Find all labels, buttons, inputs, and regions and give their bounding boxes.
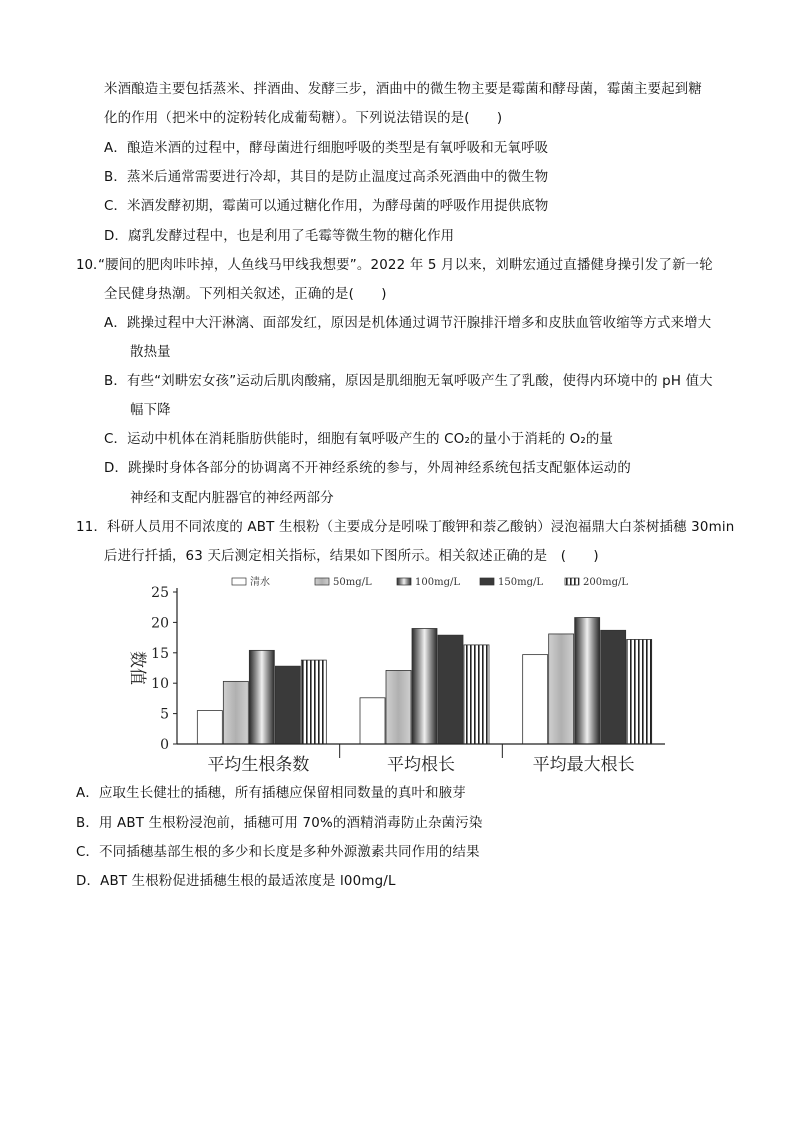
q11-option-b: B．用 ABT 生根粉浸泡前，插穗可用 70%的酒精消毒防止杂菌污染	[76, 816, 483, 831]
bar	[627, 639, 652, 744]
chart-legend	[232, 575, 628, 588]
bar-chart	[110, 572, 670, 777]
legend-label: 150mg/L	[498, 577, 543, 588]
y-tick-label: 10	[151, 676, 169, 693]
q10-stem-line-1: “腰间的肥肉咔咔掉，人鱼线马甲线我想要”。2022 年 5 月以来，刘畊宏通过直播健身操引发了新一轮	[98, 258, 713, 273]
bar-group	[197, 618, 651, 744]
bar	[301, 660, 326, 744]
x-category-label: 平均最大根长	[532, 755, 635, 775]
q9-option-c: C．米酒发酵初期，霉菌可以通过糖化作用，为酵母菌的呼吸作用提供底物	[104, 199, 549, 214]
bar	[412, 628, 437, 744]
bar	[249, 650, 274, 744]
q10-option-d-line-2: 神经和支配内脏器官的神经两部分	[130, 491, 334, 506]
bar	[197, 711, 222, 744]
bar	[438, 635, 463, 744]
q10-number: 10．	[76, 258, 107, 273]
x-axis	[177, 744, 665, 775]
legend-label: 100mg/L	[415, 577, 460, 588]
q10-option-c: C．运动中机体在消耗脂肪供能时，细胞有氧呼吸产生的 CO₂的量小于消耗的 O₂的量	[104, 432, 614, 447]
legend-swatch	[397, 578, 411, 585]
bar	[464, 645, 489, 744]
bar	[360, 698, 385, 744]
legend-swatch	[480, 578, 494, 585]
bar	[275, 666, 300, 744]
legend-swatch	[232, 578, 246, 585]
q11-stem-line-2: 后进行扦插，63 天后测定相关指标，结果如下图所示。相关叙述正确的是 ( )	[104, 549, 599, 564]
bar	[575, 618, 600, 744]
bar	[386, 670, 411, 744]
y-tick-label: 0	[160, 737, 169, 753]
y-tick-label: 5	[160, 706, 169, 723]
q9-option-b: B．蒸米后通常需要进行冷却，其目的是防止温度过高杀死酒曲中的微生物	[104, 170, 549, 185]
y-tick-label: 15	[151, 645, 169, 662]
legend-swatch	[565, 578, 579, 585]
bar	[549, 634, 574, 744]
legend-swatch	[315, 578, 329, 585]
q9-stem-line-1: 米酒酿造主要包括蒸米、拌酒曲、发酵三步，酒曲中的微生物主要是霉菌和酵母菌，霉菌主要起到糖	[104, 82, 702, 97]
q11-option-a: A．应取生长健壮的插穗，所有插穗应保留相同数量的真叶和腋芽	[76, 786, 466, 801]
bar	[523, 655, 548, 744]
q11-stem-line-1: 11．科研人员用不同浓度的 ABT 生根粉（主要成分是吲哚丁酸钾和萘乙酸钠）浸泡福鼎大白茶树插穗 30min	[76, 520, 735, 535]
legend-label: 200mg/L	[583, 577, 628, 588]
q9-option-a: A．酿造米酒的过程中，酵母菌进行细胞呼吸的类型是有氧呼吸和无氧呼吸	[104, 141, 549, 156]
q10-option-a-line-1: A．跳操过程中大汗淋漓、面部发红，原因是机体通过调节汗腺排汗增多和皮肤血管收缩等方式来增大	[104, 316, 712, 331]
q10-option-b-line-2: 幅下降	[130, 403, 171, 418]
q11-option-c: C．不同插穗基部生根的多少和长度是多种外源激素共同作用的结果	[76, 845, 480, 860]
q9-option-d: D．腐乳发酵过程中，也是利用了毛霉等微生物的糖化作用	[104, 229, 455, 244]
legend-label: 清水	[250, 577, 270, 588]
x-category-label: 平均生根条数	[207, 755, 310, 775]
y-axis-label: 数值	[127, 651, 147, 685]
y-axis	[151, 585, 177, 753]
q10-stem-line-2: 全民健身热潮。下列相关叙述，正确的是( )	[104, 287, 387, 302]
bar	[601, 630, 626, 744]
x-category-label: 平均根长	[387, 755, 455, 775]
q10-option-b-line-1: B．有些“刘畊宏女孩”运动后肌肉酸痛，原因是肌细胞无氧呼吸产生了乳酸，使得内环境中的 pH 值大	[104, 374, 713, 389]
q10-option-d-line-1: D．跳操时身体各部分的协调离不开神经系统的参与，外周神经系统包括支配躯体运动的	[104, 461, 631, 476]
q11-option-d: D．ABT 生根粉促进插穗生根的最适浓度是 l00mg/L	[76, 874, 396, 889]
legend-label: 50mg/L	[333, 577, 372, 588]
q10-option-a-line-2: 散热量	[130, 345, 171, 360]
q9-stem-line-2: 化的作用（把米中的淀粉转化成葡萄糖）。下列说法错误的是( )	[104, 111, 503, 126]
y-tick-label: 25	[151, 585, 169, 601]
bar	[223, 681, 248, 744]
y-tick-label: 20	[151, 615, 169, 632]
